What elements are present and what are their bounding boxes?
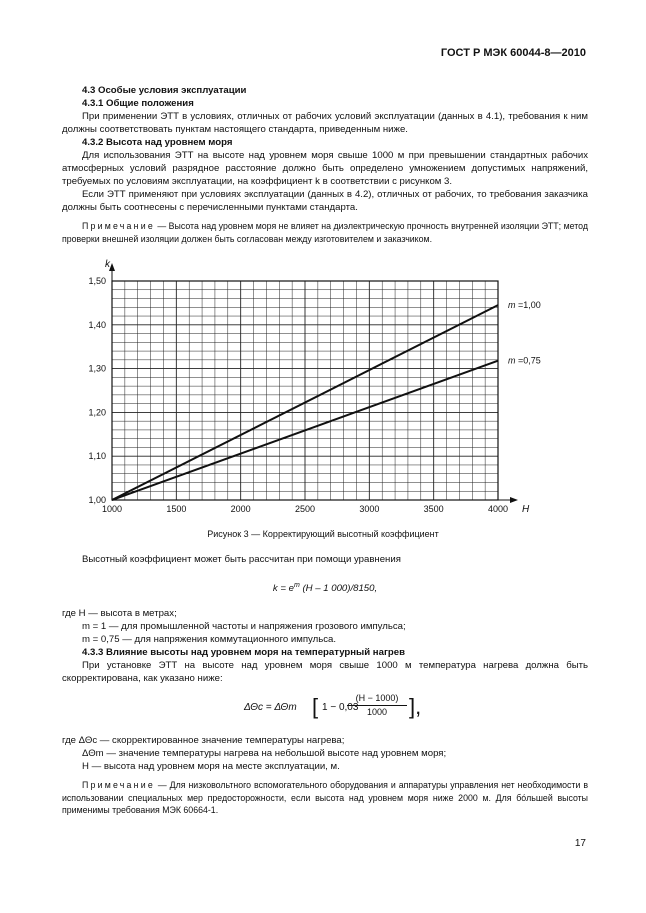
altitude-correction-chart [0, 255, 646, 525]
where-dtc: где ΔΘc — скорректированное значение температуры нагрева; [62, 735, 345, 746]
x-axis-label: H [522, 504, 530, 515]
heading-4-3-1: 4.3.1 Общие положения [82, 98, 194, 109]
section-4-3 [62, 84, 588, 245]
paragraph-4-3-2a: Для использования ЭТТ на высоте над уровнем моря свыше 1000 м при превышении стандартных рабочих атмосферных условий разрядное расстояние должно быть определено умножением допустимых напряжений, требуемых по условиям эксплуатации, на коэффициент k в соответствии с рисунком 3. [62, 150, 588, 187]
series-label: m =0,75 [508, 355, 541, 366]
x-tick-label: 2000 [230, 504, 251, 514]
x-tick-label: 2500 [294, 504, 316, 514]
y-tick-label: 1,00 [88, 495, 106, 505]
formula2-bracket-right: ], [409, 694, 422, 719]
y-axis-label: k [105, 259, 110, 270]
heading-4-3-3: 4.3.3 Влияние высоты над уровнем моря на температурный нагрев [82, 647, 406, 659]
note-2-label: Примечание [82, 780, 155, 790]
y-tick-label: 1,40 [88, 319, 106, 330]
formula2-bracket-left: [ [312, 694, 319, 719]
paragraph-4-3-3: При установке ЭТТ на высоте над уровнем моря свыше 1000 м температура нагрева должна быть скорректирована, как указано ниже: [62, 660, 588, 685]
figure-caption: Рисунок 3 — Корректирующий высотный коэффициент [207, 529, 439, 539]
formula2-fraction-bar [347, 705, 407, 706]
formula-k [62, 579, 588, 595]
note-1-label: Примечание [82, 221, 155, 231]
x-tick-label: 1500 [166, 504, 187, 514]
section-calc [62, 553, 588, 685]
note-2 [62, 779, 588, 817]
section-where-temp [62, 734, 588, 817]
formula2-denominator: 1000 [366, 707, 388, 717]
paragraph-4-3-2b: Если ЭТТ применяют при условиях эксплуатации (данных в 4.2), отличных от рабочих, то требования заказчика должны быть соотнесены с перечисленными пунктами стандарта. [62, 189, 588, 213]
heading-4-3-2: 4.3.2 Высота над уровнем моря [82, 137, 233, 148]
formula-k-rest: (H – 1 000)/8150, [299, 583, 378, 595]
formula2-left: ΔΘc = ΔΘm [244, 702, 297, 713]
formula-k-sup: m [293, 582, 300, 589]
where-dtm: ΔΘm — значение температуры нагрева на небольшой высоте над уровнем моря; [82, 748, 447, 759]
note-1 [62, 220, 588, 245]
paragraph-calc: Высотный коэффициент может быть рассчитан при помощи уравнения [82, 554, 401, 565]
x-tick-label: 1000 [101, 504, 123, 514]
x-tick-label: 4000 [487, 504, 509, 514]
paragraph-4-3-1: При применении ЭТТ в условиях, отличных от рабочих условий эксплуатации (данных в 4.1), требования к ним должны соответствовать пунктам настоящего стандарта, приведенным ниже. [62, 111, 588, 135]
y-tick-label: 1,30 [88, 363, 106, 374]
y-tick-label: 1,20 [88, 407, 106, 418]
y-tick-label: 1,10 [88, 451, 106, 462]
where-h: где H — высота в метрах; [62, 608, 177, 620]
formula2-numerator: (H − 1000) [355, 693, 399, 703]
chart-axes [109, 263, 518, 503]
where-h2: H — высота над уровнем моря на месте эксплуатации, м. [82, 761, 340, 772]
document-header: ГОСТ Р МЭК 60044-8—2010 [440, 47, 586, 59]
y-tick-label: 1,50 [88, 276, 106, 286]
where-m1: m = 1 — для промышленной частоты и напряжения грозового импульса; [82, 621, 406, 633]
page-number: 17 [574, 838, 586, 849]
where-m075: m = 0,75 — для напряжения коммутационного импульса. [82, 634, 336, 646]
x-tick-label: 3000 [359, 504, 380, 514]
chart-grid [112, 281, 498, 500]
series-label: m =1,00 [508, 300, 541, 311]
formula-k-base: k = e [272, 583, 294, 595]
note-2-text: — Для низковольтного вспомогательного оборудования и аппаратуры управления нет необходимости в использовании специальных мер предосторожности, если высота над уровнем моря ниже 2000 м. Для бо́льшей высоты применимы требования МЭК 60664-1. [62, 780, 588, 815]
note-1-text: — Высота над уровнем моря не влияет на диэлектрическую прочность внутренней изоляции ЭТТ; метод проверки внешней изоляции должен быть согласован между изготовителем и заказчиком. [62, 221, 588, 244]
heading-4-3: 4.3 Особые условия эксплуатации [82, 85, 247, 96]
x-tick-label: 3500 [423, 504, 444, 514]
formula2-mid: 1 − 0,03 [322, 702, 359, 713]
x-axis-arrowhead [510, 497, 518, 503]
